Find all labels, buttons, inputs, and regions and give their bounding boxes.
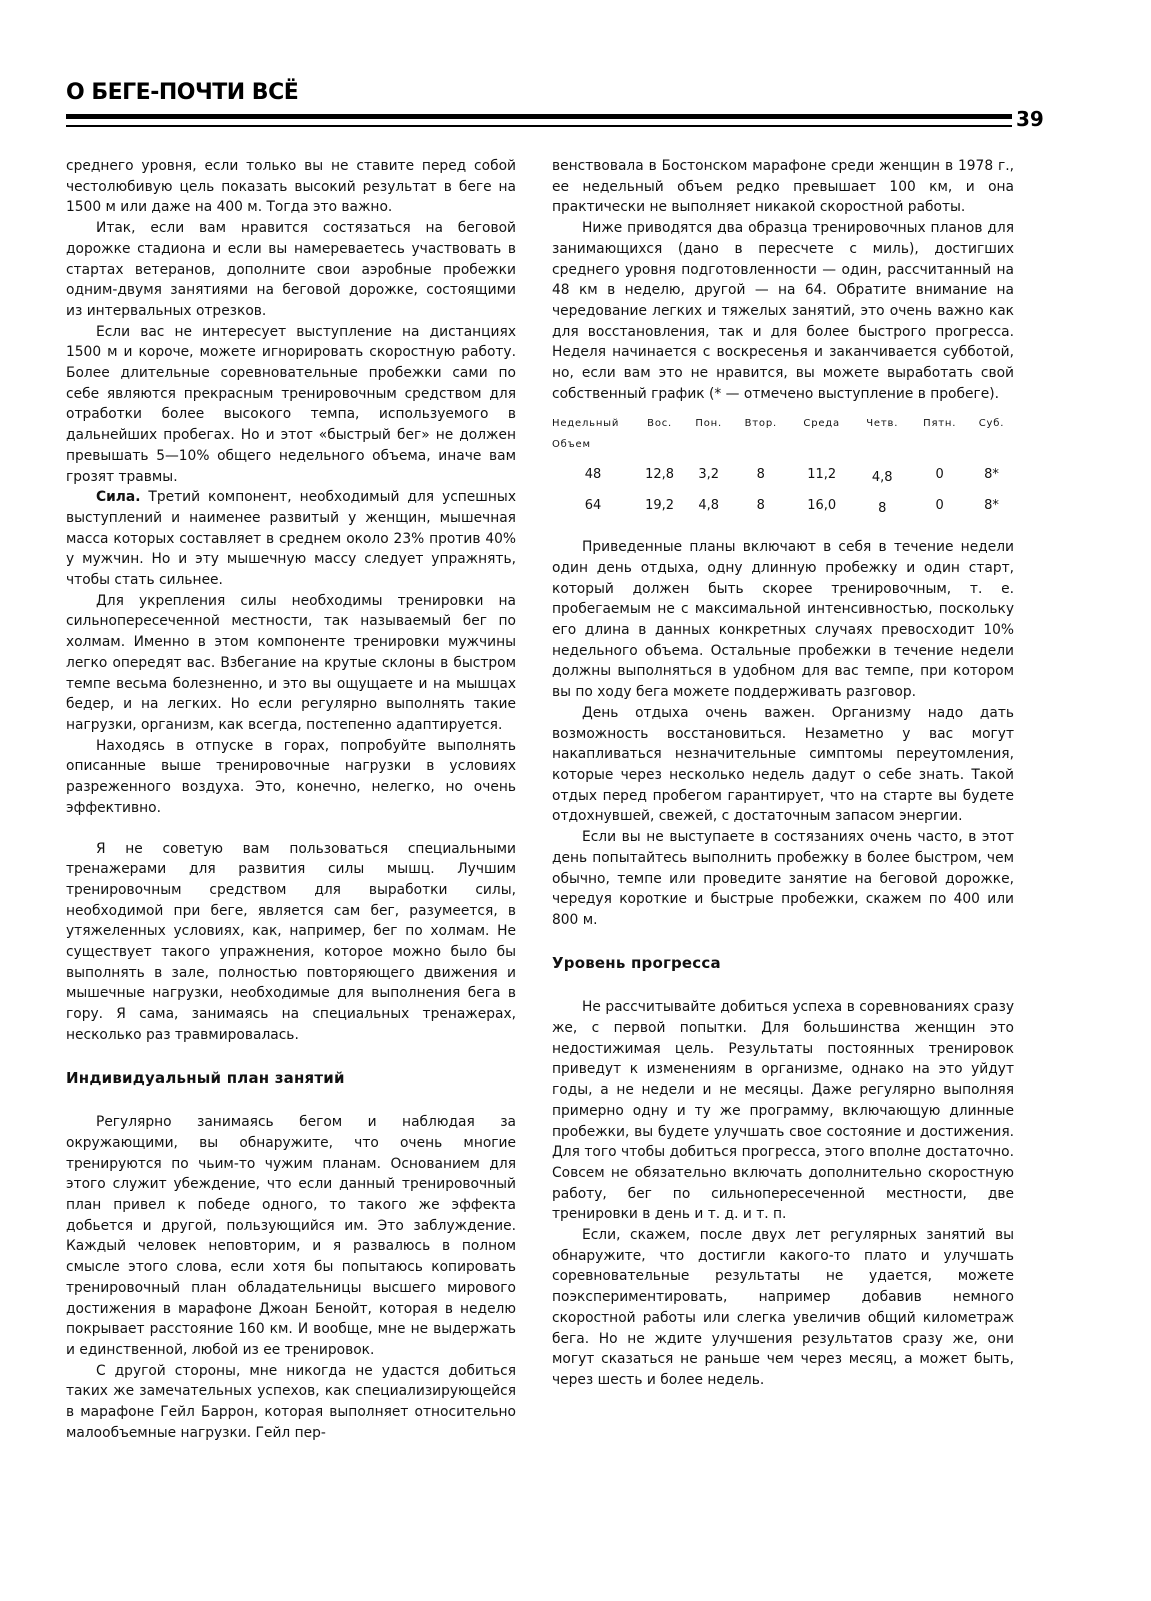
paragraph: Ниже приводятся два образца тренировочных планов для занимающихся (дано в пересчете с миль), достигших среднего уровня подготовленности — один, рассчитанный на 48 км в неделю, другой — на 64. Обратите внимание на чередование легких и тяжелых занятий, это очень важно как для восстановления, так и для более быстрого прогресса. Неделя начинается с воскресенья и заканчивается субботой, но, если вам это не нравится, вы можете выработать свой собственный график (* — отмечено выступление в пробеге).: [552, 220, 1014, 402]
right-column: [552, 156, 1014, 1391]
paragraph: С другой стороны, мне никогда не удастся добиться таких же замечательных успехов, как специализирующейся в марафоне Гейл Баррон, которая выполняет относительно малообъемные нагрузки. Гейл пер-: [66, 1362, 516, 1441]
table-cell: 19,2: [645, 497, 675, 513]
strength-text: Третий компонент, необходимый для успешных выступлений и наименее развитый у женщин, мышечная масса которых составляет в среднем около 23% против 40% у мужчин. Но и эту мышечную массу следует упражнять, чтобы стать сильнее.: [66, 489, 516, 589]
paragraph: Приведенные планы включают в себя в течение недели один день отдыха, одну длинную пробежку и один старт, который должен быть скорее тренировочным, т. е. пробегаемым не с максимальной интенсивностью, поскольку его длина в данных конкретных случаях превосходит 10% недельного объема. Остальные пробежки в течение недели должны выполняться в удобном для вас темпе, при котором вы по ходу бега можете поддерживать разговор.: [552, 539, 1014, 701]
book-title: О БЕГЕ-ПОЧТИ ВСЁ: [66, 80, 299, 105]
column-header: Втор.: [744, 418, 777, 430]
paragraph-strength: [66, 487, 516, 591]
table-cell: 11,2: [807, 466, 837, 482]
page-number: 39: [1016, 107, 1044, 131]
column-header: Пон.: [695, 418, 722, 430]
section-heading-progress-level: Уровень прогресса: [552, 953, 721, 972]
table-cell: 64: [584, 497, 602, 513]
paragraph: Итак, если вам нравится состязаться на беговой дорожке стадиона и если вы намереваетесь участвовать в стартах ветеранов, дополните свои аэробные пробежки одним-двумя занятиями на беговой дорожке, состоящими из интервальных отрезков.: [66, 220, 516, 319]
header-rule-thin: [66, 125, 1012, 127]
paragraph: Регулярно занимаясь бегом и наблюдая за окружающими, вы обнаружите, что очень многие тренируются по чьим-то чужим планам. Основанием для этого служит убеждение, что если данный тренировочный план привел к победе одного, то такого же эффекта добьется и другой, пользующийся им. Это заблуждение. Каждый человек неповторим, и я развалюсь в полном смысле этого слова, если хотя бы попытаюсь копировать тренировочный план обладательницы высшего мирового достижения в марафоне Джоан Бенойт, которая в неделю покрывает расстояние 160 км. И вообще, мне не выдержать и единственной, любой из ее тренировок.: [66, 1114, 516, 1358]
table-cell: 8: [756, 466, 765, 482]
paragraph: Если, скажем, после двух лет регулярных занятий вы обнаружите, что достигли какого-то плато и улучшать соревновательные результаты не удается, можете поэкспериментировать, например добавив немного скоростной работы или слегка увеличив общий километраж бега. Но не ждите улучшения результатов сразу же, они могут сказаться не раньше чем через месяц, а может быть, через шесть и более недель.: [552, 1227, 1014, 1388]
paragraph: Если вас не интересует выступление на дистанциях 1500 м и короче, можете игнорировать скоростную работу. Более длительные соревновательные пробежки сами по себе являются прекрасным тренировочным средством для отработки более высокого темпа, используемого в дальнейших пробегах. Но и этот «быстрый бег» не должен превышать 5—10% общего недельного объема, иначе вам грозят травмы.: [66, 323, 516, 485]
table-cell: 8: [756, 497, 765, 513]
column-header: Вос.: [647, 418, 673, 430]
table-cell: 8*: [984, 466, 999, 482]
header-rule-thick: [66, 114, 1012, 119]
table-cell: 4,8: [871, 469, 893, 485]
table-cell: 12,8: [645, 466, 675, 482]
page-header: [66, 80, 1046, 140]
column-header: Суб.: [978, 418, 1005, 430]
table-cell: 48: [584, 466, 602, 482]
table-cell: 8*: [984, 497, 999, 513]
table-header-row: [552, 414, 1014, 457]
section-heading-individual-plan: Индивидуальный план занятий: [66, 1068, 345, 1087]
paragraph: Не рассчитывайте добиться успеха в соревнованиях сразу же, с первой попытки. Для большинства женщин это недостижимая цель. Результаты постоянных тренировок приведут к изменениям в организме, однако на это уйдут годы, а не недели и не месяцы. Даже регулярно выполняя примерно одну и ту же программу, включающую длинные пробежки, вы будете улучшать свое состояние и достижения. Для того чтобы добиться прогресса, этого вполне достаточно. Совсем не обязательно включать дополнительно скоростную работу, бег по сильнопересеченной местности, две тренировки в день и т. д. и т. п.: [552, 999, 1014, 1223]
table-row: [552, 458, 1014, 489]
paragraph: День отдыха очень важен. Организму надо дать возможность восстановиться. Незаметно у вас могут накапливаться незначительные симптомы переутомления, которые через несколько недель дадут о себе знать. Такой отдых перед пробегом гарантирует, что на старте вы будете отдохнувшей, свежей, с достаточным запасом энергии.: [552, 704, 1014, 825]
strength-lead: Сила.: [96, 489, 141, 506]
column-header: Среда: [803, 418, 840, 430]
table-cell: 3,2: [698, 466, 720, 482]
paragraph: Если вы не выступаете в состязаниях очень часто, в этот день попытайтесь выполнить пробежку в более быстром, чем обычно, темпе или проведите занятие на беговой дорожке, чередуя короткие и быстрые пробежки, скажем по 400 или 800 м.: [552, 829, 1014, 928]
table-cell: 4,8: [698, 497, 720, 513]
paragraph: Для укрепления силы необходимы тренировки на сильнопересеченной местности, так называемый бег по холмам. Именно в этом компоненте тренировки мужчины легко опередят вас. Взбегание на крутые склоны в быстром темпе весьма болезненно, и это вы ощущаете и на мышцах бедер, и на легких. Но если регулярно выполнять такие нагрузки, организм, как всегда, постепенно адаптируется.: [66, 592, 516, 733]
paragraph: Я не советую вам пользоваться специальными тренажерами для развития силы мышц. Лучшим тренировочным средством для выработки силы, необходимой при беге, является сам бег, разумеется, в утяжеленных условиях, как, например, бег по холмам. Не существует такого упражнения, которое можно было бы выполнять в зале, полностью повторяющего движения и мышечные нагрузки, необходимые для выполнения бега в гору. Я сама, занимаясь на специальных тренажерах, несколько раз травмировалась.: [66, 840, 516, 1043]
column-header: Четв.: [866, 418, 899, 430]
paragraph: Находясь в отпуске в горах, попробуйте выполнять описанные выше тренировочные нагрузки в условиях разреженного воздуха. Это, конечно, нелегко, но очень эффективно.: [66, 737, 516, 816]
column-header: Пятн.: [923, 418, 957, 430]
table-cell: 0: [935, 497, 944, 513]
paragraph: венствовала в Бостонском марафоне среди женщин в 1978 г., ее недельный объем редко превышает 100 км, и она практически не выполняет никакой скоростной работы.: [552, 158, 1014, 216]
paragraph: среднего уровня, если только вы не ставите перед собой честолюбивую цель показать высокий результат в беге на 1500 м или даже на 400 м. Тогда это важно.: [66, 158, 516, 216]
table-row: [552, 489, 1014, 520]
table-cell: 8: [878, 500, 887, 516]
table-cell: 0: [935, 466, 944, 482]
table-cell: 16,0: [807, 497, 837, 513]
column-header: Недельный Объем: [552, 418, 620, 451]
training-plan-table: [552, 414, 1014, 519]
left-column: [66, 156, 516, 1443]
